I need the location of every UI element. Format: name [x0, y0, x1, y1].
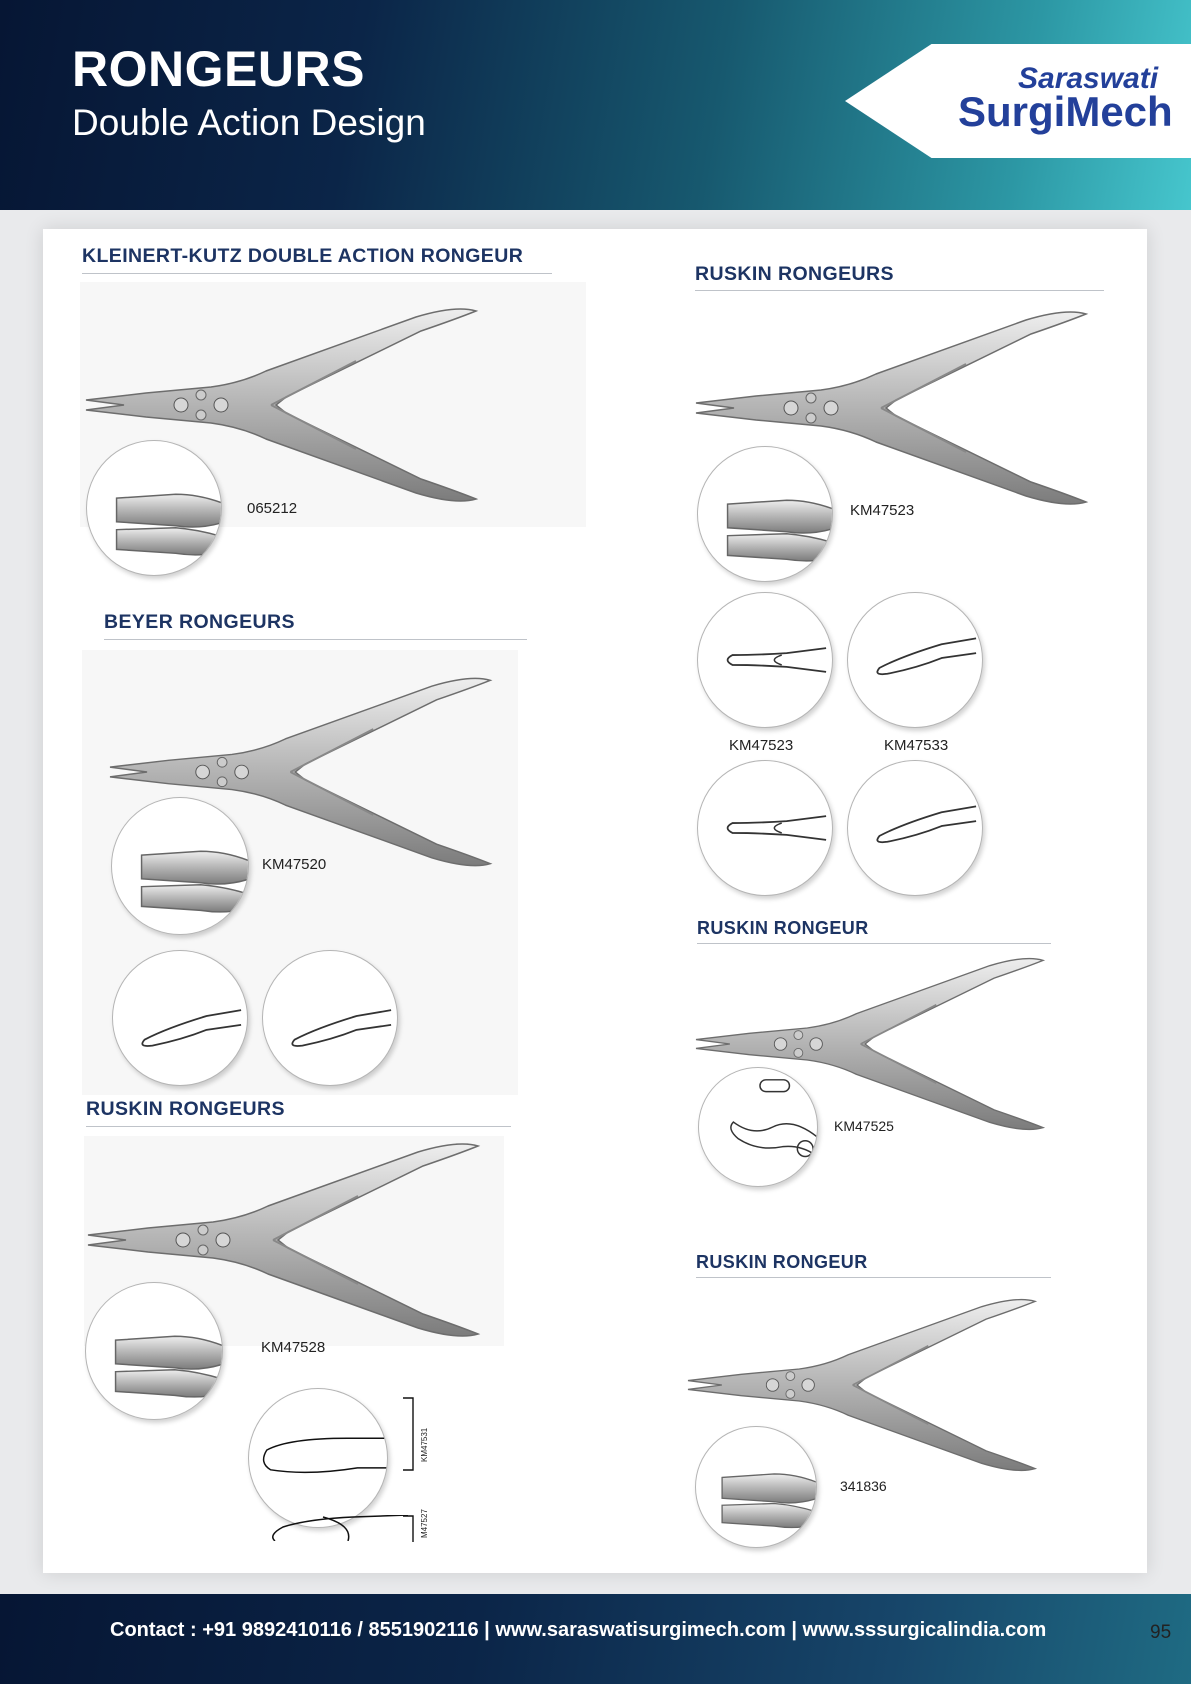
product-code: 341836 — [840, 1478, 887, 1494]
section-rule — [82, 273, 552, 274]
section-rule — [104, 639, 527, 640]
tip-curved-illustration — [113, 951, 247, 1085]
jaw-detail-circle — [697, 446, 833, 582]
footer-contact: Contact : +91 9892410116 / 8551902116 | www.saraswatisurgimech.com | www.sssurgicalindia.com — [110, 1619, 1047, 1641]
jaw-detail-illustration — [87, 441, 221, 575]
jaw-detail-illustration — [86, 1283, 222, 1419]
diagram-code: KM47531 — [420, 1427, 429, 1462]
diagram-code: M47527 — [420, 1509, 429, 1538]
page-subtitle: Double Action Design — [72, 102, 426, 143]
section-title-beyer: BEYER RONGEURS — [104, 611, 295, 633]
tip-detail-circle — [262, 950, 398, 1086]
tip-detail-circle — [112, 950, 248, 1086]
tip-straight-illustration — [698, 593, 832, 727]
tip-detail-circle — [697, 760, 833, 896]
tip-diagram-bracket — [403, 1512, 421, 1542]
product-code: KM47528 — [261, 1339, 326, 1356]
tip-diagram-partial — [253, 1515, 411, 1541]
jaw-detail-illustration — [112, 798, 248, 934]
page-title: RONGEURS — [72, 41, 365, 97]
section-rule — [696, 1277, 1051, 1278]
tip-curved-illustration — [263, 951, 397, 1085]
tip-curved-illustration — [848, 761, 982, 895]
jaw-detail-circle — [86, 440, 222, 576]
tip-diagram-circle — [248, 1388, 388, 1528]
tip-code: KM47523 — [729, 737, 794, 754]
product-code: KM47523 — [850, 502, 915, 519]
tip-detail-circle — [847, 760, 983, 896]
page-number: 95 — [1150, 1622, 1172, 1643]
product-code: KM47525 — [834, 1118, 894, 1134]
section-title-ruskin-single-1: RUSKIN RONGEUR — [697, 918, 869, 938]
section-rule — [695, 290, 1104, 291]
jaw-detail-circle — [695, 1426, 817, 1548]
section-rule — [697, 943, 1051, 944]
tip-detail-circle — [697, 592, 833, 728]
section-title-ruskin-right: RUSKIN RONGEURS — [695, 263, 894, 285]
section-title-kleinert-kutz: KLEINERT-KUTZ DOUBLE ACTION RONGEUR — [82, 245, 524, 267]
jaw-detail-circle — [85, 1282, 223, 1420]
tip-diagram-illustration — [253, 1515, 411, 1541]
tip-diagram-bracket — [403, 1392, 421, 1476]
logo-text-surgimech: SurgiMech — [958, 88, 1173, 135]
product-code: 065212 — [247, 500, 298, 517]
jaw-detail-illustration — [696, 1427, 816, 1547]
tip-straight-illustration — [698, 761, 832, 895]
jaw-detail-circle — [111, 797, 249, 935]
tip-diagram-illustration — [249, 1389, 387, 1527]
section-title-ruskin-single-2: RUSKIN RONGEUR — [696, 1252, 868, 1272]
tip-diagram-circle — [698, 1067, 818, 1187]
tip-code: KM47533 — [884, 737, 949, 754]
product-code: KM47520 — [262, 856, 327, 873]
tip-curved-illustration — [848, 593, 982, 727]
logo-text-saraswati: Saraswati — [1018, 62, 1159, 95]
section-title-ruskin-left: RUSKIN RONGEURS — [86, 1098, 285, 1120]
tip-diagram-illustration — [699, 1068, 817, 1186]
jaw-detail-illustration — [698, 447, 832, 581]
tip-detail-circle — [847, 592, 983, 728]
section-rule — [86, 1126, 511, 1127]
